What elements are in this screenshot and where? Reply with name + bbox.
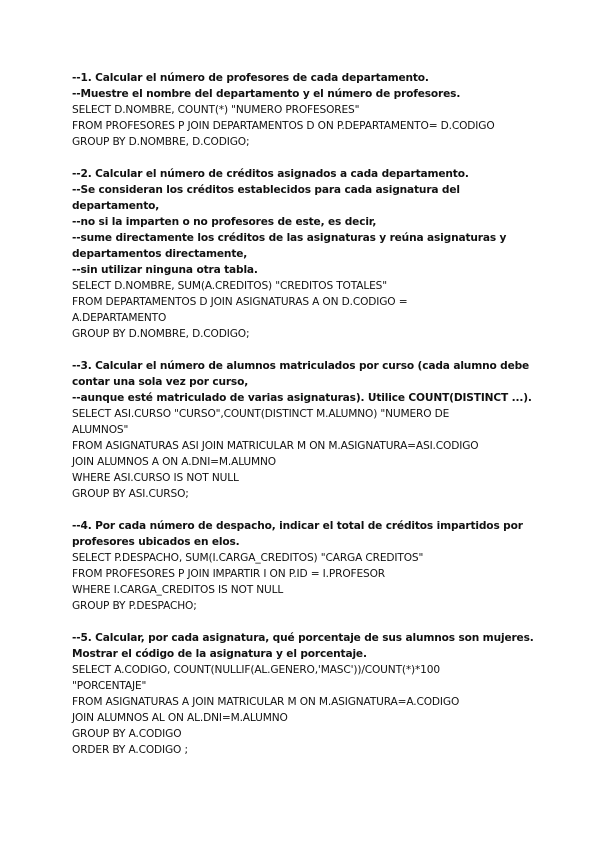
comment-line: contar una sola vez por curso, xyxy=(72,376,249,388)
sql-line: SELECT ASI.CURSO "CURSO",COUNT(DISTINCT M.ALUMNO) "NUMERO DE xyxy=(72,408,450,420)
comment-line: departamentos directamente, xyxy=(72,248,248,260)
comment-line: --Se consideran los créditos establecidos para cada asignatura del xyxy=(72,184,460,196)
sql-line: SELECT D.NOMBRE, SUM(A.CREDITOS) "CREDITOS TOTALES" xyxy=(72,280,387,292)
sql-line: FROM ASIGNATURAS ASI JOIN MATRICULAR M ON M.ASIGNATURA=ASI.CODIGO xyxy=(72,440,479,452)
comment-line: --5. Calcular, por cada asignatura, qué porcentaje de sus alumnos son mujeres. xyxy=(72,632,534,644)
comment-line: --4. Por cada número de despacho, indicar el total de créditos impartidos por xyxy=(72,520,523,532)
comment-line: --2. Calcular el número de créditos asignados a cada departamento. xyxy=(72,168,469,180)
sql-line: JOIN ALUMNOS A ON A.DNI=M.ALUMNO xyxy=(72,456,276,468)
sql-line: ALUMNOS" xyxy=(72,424,129,436)
sql-line: GROUP BY D.NOMBRE, D.CODIGO; xyxy=(72,328,250,340)
comment-line: profesores ubicados en elos. xyxy=(72,536,240,548)
comment-line: Mostrar el código de la asignatura y el porcentaje. xyxy=(72,648,367,660)
sql-line: "PORCENTAJE" xyxy=(72,680,147,692)
comment-line: --3. Calcular el número de alumnos matriculados por curso (cada alumno debe xyxy=(72,360,530,372)
sql-line: FROM DEPARTAMENTOS D JOIN ASIGNATURAS A ON D.CODIGO = xyxy=(72,296,408,308)
exercise-block xyxy=(72,166,542,342)
sql-line: A.DEPARTAMENTO xyxy=(72,312,167,324)
sql-line: FROM ASIGNATURAS A JOIN MATRICULAR M ON M.ASIGNATURA=A.CODIGO xyxy=(72,696,460,708)
comment-line: --sin utilizar ninguna otra tabla. xyxy=(72,264,258,276)
sql-line: SELECT D.NOMBRE, COUNT(*) "NUMERO PROFESORES" xyxy=(72,104,360,116)
sql-line: SELECT A.CODIGO, COUNT(NULLIF(AL.GENERO,'MASC'))/COUNT(*)*100 xyxy=(72,664,440,676)
comment-line: --sume directamente los créditos de las asignaturas y reúna asignaturas y xyxy=(72,232,507,244)
comment-line: departamento, xyxy=(72,200,160,212)
exercise-block xyxy=(72,518,542,614)
sql-line: GROUP BY D.NOMBRE, D.CODIGO; xyxy=(72,136,250,148)
comment-line: --1. Calcular el número de profesores de cada departamento. xyxy=(72,72,429,84)
comment-line: --Muestre el nombre del departamento y el número de profesores. xyxy=(72,88,461,100)
sql-line: GROUP BY ASI.CURSO; xyxy=(72,488,189,500)
exercise-block xyxy=(72,358,542,502)
exercise-block xyxy=(72,70,542,150)
sql-line: GROUP BY A.CODIGO xyxy=(72,728,182,740)
document-page xyxy=(72,70,542,774)
sql-line: GROUP BY P.DESPACHO; xyxy=(72,600,197,612)
comment-line: --no si la imparten o no profesores de este, es decir, xyxy=(72,216,377,228)
sql-line: JOIN ALUMNOS AL ON AL.DNI=M.ALUMNO xyxy=(72,712,288,724)
comment-line: --aunque esté matriculado de varias asignaturas). Utilice COUNT(DISTINCT ...). xyxy=(72,392,532,404)
exercise-block xyxy=(72,630,542,758)
sql-line: FROM PROFESORES P JOIN DEPARTAMENTOS D ON P.DEPARTAMENTO= D.CODIGO xyxy=(72,120,495,132)
sql-line: FROM PROFESORES P JOIN IMPARTIR I ON P.ID = I.PROFESOR xyxy=(72,568,385,580)
sql-line: WHERE I.CARGA_CREDITOS IS NOT NULL xyxy=(72,584,284,596)
sql-line: SELECT P.DESPACHO, SUM(I.CARGA_CREDITOS) "CARGA CREDITOS" xyxy=(72,552,424,564)
sql-line: ORDER BY A.CODIGO ; xyxy=(72,744,188,756)
sql-line: WHERE ASI.CURSO IS NOT NULL xyxy=(72,472,239,484)
